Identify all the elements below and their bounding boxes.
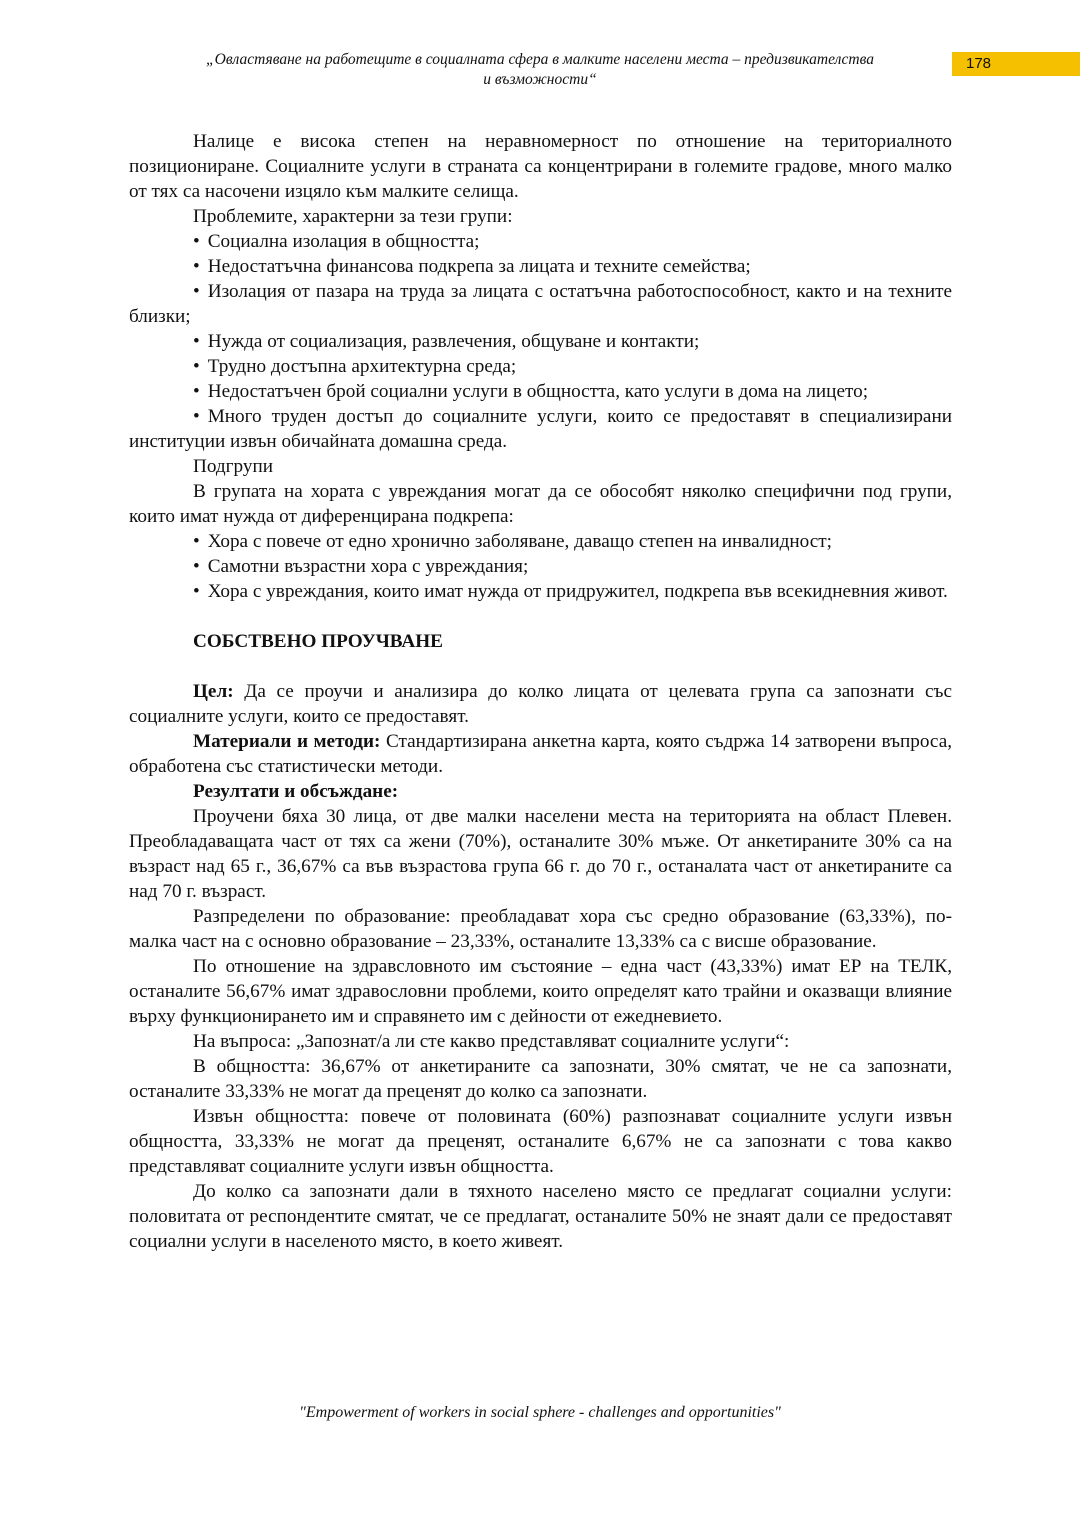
list-item: • Хора с повече от едно хронично заболяване, даващо степен на инвалидност; <box>193 531 832 552</box>
bullet-icon: • <box>193 406 200 427</box>
paragraph-goal <box>129 679 952 729</box>
bullet-icon: • <box>193 531 200 552</box>
bullet-icon: • <box>193 356 200 377</box>
bullet-icon: • <box>193 556 200 577</box>
section-heading: СОБСТВЕНО ПРОУЧВАНЕ <box>193 631 443 652</box>
list-item: • Хора с увреждания, които имат нужда от придружител, подкрепа във всекидневния живот. <box>193 581 948 602</box>
paragraph-health: По отношение на здравсловното им състояние – една част (43,33%) имат ЕР на ТЕЛК, останалите 56,67% имат здравословни проблеми, които определят като трайни и оказващи влияние върху функционирането им и справянето им с дейности от ежедневието. <box>129 956 952 1027</box>
problems-list <box>129 229 952 454</box>
goal-text: Да се проучи и анализира до колко лицата от целевата група са запознати със социалните услуги, които се предоставят. <box>129 681 952 727</box>
bullet-icon: • <box>193 231 200 252</box>
subgroups-list <box>129 529 952 604</box>
paragraph-local-services: До колко са запознати дали в тяхното населено място се предлагат социални услуги: половитата от респондентите смятат, че се предлагат, останалите 50% не знаят дали се предоставят социални услуги в населеното място, в което живеят. <box>129 1181 952 1252</box>
paragraph-education: Разпределени по образование: преобладават хора със средно образование (63,33%), по-малка част на с основно образование – 23,33%, останалите 13,33% са с висше образование. <box>129 906 952 952</box>
paragraph-community: В общността: 36,67% от анкетираните са запознати, 30% смятат, че не са запознати, останалите 33,33% не могат да преценят до колко са запознати. <box>129 1056 952 1102</box>
bullet-icon: • <box>193 581 200 602</box>
results-label: Резултати и обсъждане: <box>193 781 399 802</box>
list-item: • Недостатъчна финансова подкрепа за лицата и техните семейства; <box>193 256 751 277</box>
list-item: • Изолация от пазара на труда за лицата с остатъчна работоспособност, както и на техните близки; <box>129 281 952 327</box>
list-item: • Много труден достъп до социалните услуги, които се предоставят в специализирани институции извън обичайната домашна среда. <box>129 406 952 452</box>
running-footer: "Empowerment of workers in social sphere - challenges and opportunities" <box>299 1404 781 1421</box>
list-item: • Самотни възрастни хора с увреждания; <box>193 556 529 577</box>
paragraph-question: На въпроса: „Запознат/а ли сте какво представляват социалните услуги“: <box>193 1031 790 1052</box>
list-item: • Трудно достъпна архитектурна среда; <box>193 356 517 377</box>
methods-label: Материали и методи: <box>193 731 381 752</box>
header-title-line2: и възможности“ <box>483 71 597 88</box>
list-item: • Нужда от социализация, развлечения, общуване и контакти; <box>193 331 700 352</box>
running-header <box>128 50 952 90</box>
paragraph-territorial: Налице е висока степен на неравномерност по отношение на териториалното позициониране. Социалните услуги в страната са концентрирани в големите градове, много малко от тях са насочени изцяло към малките селища. <box>129 131 952 202</box>
bullet-icon: • <box>193 256 200 277</box>
page-number-badge: 178 <box>952 52 1080 76</box>
paragraph-sample: Проучени бяха 30 лица, от две малки населени места на територията на област Плевен. Преобладаващата част от тях са жени (70%), останалите 30% мъже. От анкетираните 30% са на възраст над 65 г., 36,67% са във възрастова група 66 г. до 70 г., останалата част от анкетираните са над 70 г. възраст. <box>129 806 952 902</box>
bullet-icon: • <box>193 381 200 402</box>
list-item: • Недостатъчен брой социални услуги в общността, като услуги в дома на лицето; <box>193 381 869 402</box>
paragraph-subgroups: В групата на хората с увреждания могат да се обособят няколко специфични под групи, които имат нужда от диференцирана подкрепа: <box>129 481 952 527</box>
paragraph-outside-community: Извън общността: повече от половината (60%) разпознават социалните услуги извън общността, 33,33% не могат да преценят, останалите 6,67% не са запознати с това какво представляват социалните услуги извън общността. <box>129 1106 952 1177</box>
paragraph-methods <box>129 729 952 779</box>
bullet-icon: • <box>193 281 200 302</box>
list-item: • Социална изолация в общността; <box>193 231 480 252</box>
page-body <box>129 129 952 1254</box>
bullet-icon: • <box>193 331 200 352</box>
goal-label: Цел: <box>193 681 234 702</box>
methods-text: Стандартизирана анкетна карта, която съдржа 14 затворени въпроса, обработена със статистически методи. <box>129 731 953 777</box>
header-title-line1: „Овластяване на работещите в социалната сфера в малките населени места – предизвикателства <box>206 51 874 68</box>
subgroups-label: Подгрупи <box>193 456 274 477</box>
paragraph-problems-intro: Проблемите, характерни за тези групи: <box>193 206 513 227</box>
